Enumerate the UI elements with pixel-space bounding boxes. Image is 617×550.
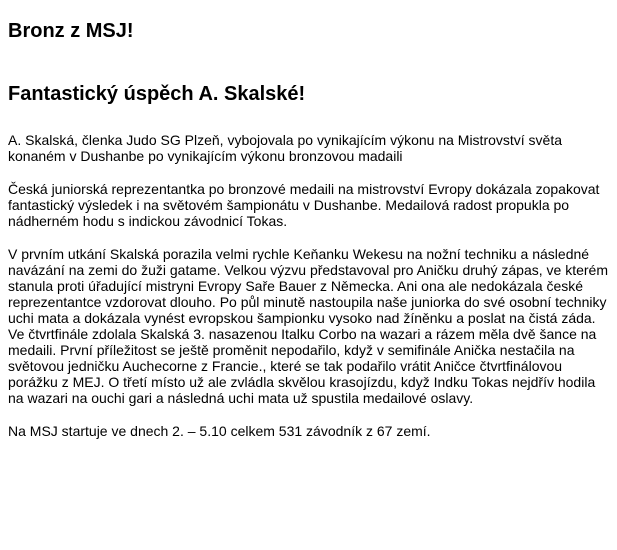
article-subheadline: Fantastický úspěch A. Skalské! <box>8 83 306 105</box>
article-intro-paragraph: Česká juniorská reprezentantka po bronzové medaili na mistrovství Evropy dokázala zopakovat fantastický výsledek i na světovém šampionátu v Dushanbe. Medailová radost propukla po nádherném hodu s indickou závodnicí Tokas. <box>8 181 600 229</box>
article-headline: Bronz z MSJ! <box>8 20 134 42</box>
article-body-paragraph: V prvním utkání Skalská porazila velmi rychle Keňanku Wekesu na nožní techniku a následné navázání na zemi do žuži gatame. Velkou výzvu představoval pro Aničku druhý zápas, ve kterém stanula proti úřadující mistryni Evropy Saře Bauer z Německa. Ani ona ale nedokázala české reprezentantce vzdorovat dlouho. Po půl minutě nastoupila naše juniorka do své osobní techniky uchi mata a dokázala vynést evropskou šampionku vysoko nad žíněnku a poslat na čistá záda. Ve čtvrtfinále zdolala Skalská 3. nasazenou Italku Corbo na wazari a rázem měla dvě šance na medaili. První příležitost se ještě proměnit nepodařilo, když v semifinále Anička nestačila na světovou jedničku Auchecorne z Francie., které se tak podařilo vrátit Aničce čtvrtfinálovou porážku z MEJ. O třetí místo už ale zvládla skvělou krasojízdu, když Indku Tokas nejdřív hodila na wazari na ouchi gari a následná uchi mata už spustila medailové oslavy. <box>8 246 608 406</box>
article-closing-paragraph: Na MSJ startuje ve dnech 2. – 5.10 celkem 531 závodník z 67 zemí. <box>8 423 431 439</box>
article-lead-paragraph: A. Skalská, členka Judo SG Plzeň, vybojovala po vynikajícím výkonu na Mistrovství světa konaném v Dushanbe po vynikajícím výkonu bronzovou madaili <box>8 132 563 164</box>
article-page <box>0 19 617 439</box>
